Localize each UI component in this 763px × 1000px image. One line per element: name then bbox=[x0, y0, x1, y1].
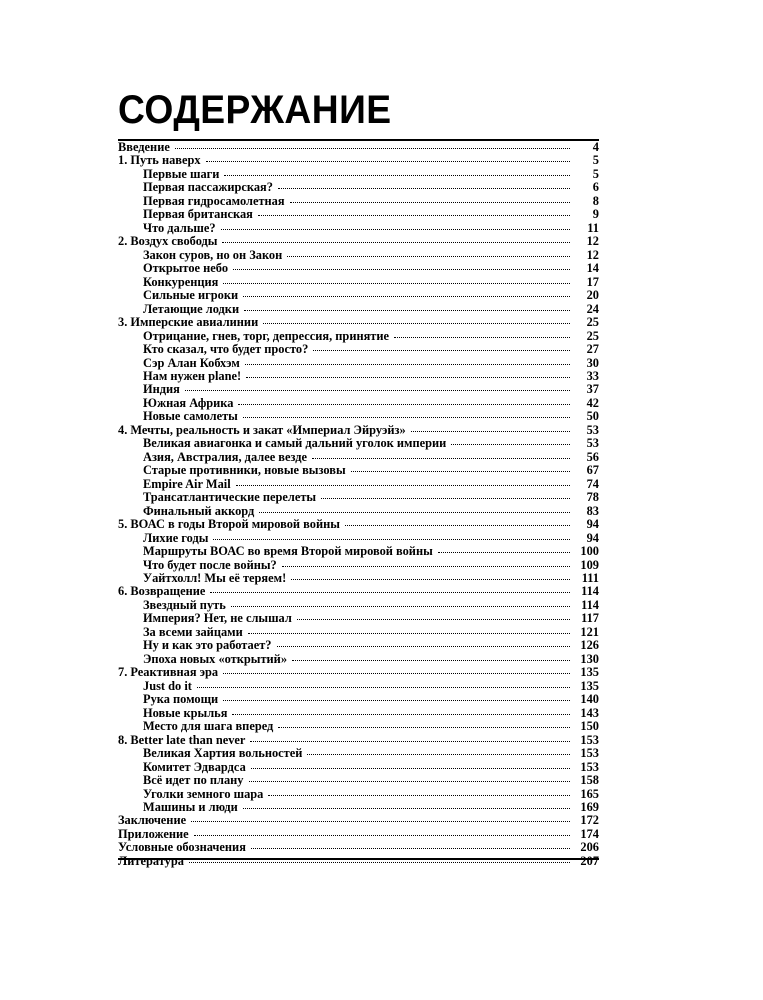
dot-leader bbox=[191, 821, 570, 822]
toc-section-row[interactable] bbox=[118, 680, 599, 693]
toc-entry-title: Приложение bbox=[118, 827, 189, 841]
toc-page-number: 135 bbox=[580, 666, 599, 680]
dot-leader bbox=[223, 673, 570, 674]
toc-section-row[interactable] bbox=[118, 343, 599, 356]
toc-section-row[interactable] bbox=[118, 774, 599, 787]
toc-section-row[interactable] bbox=[118, 559, 599, 572]
dot-leader bbox=[236, 485, 570, 486]
toc-section-row[interactable] bbox=[118, 572, 599, 585]
toc-page-number: 12 bbox=[586, 248, 599, 262]
toc-page-number: 153 bbox=[580, 733, 599, 747]
toc-entry-title: Маршруты ВОАС во время Второй мировой войны bbox=[143, 545, 433, 559]
toc-page-number: 207 bbox=[580, 854, 599, 868]
toc-entry-title: Великая авиагонка и самый дальний уголок империи bbox=[143, 437, 447, 451]
toc-entry-title: 7. Реактивная эра bbox=[118, 666, 219, 680]
toc-entry-title: Летающие лодки bbox=[143, 302, 240, 316]
dot-leader bbox=[244, 310, 570, 311]
dot-leader bbox=[250, 741, 570, 742]
toc-page-number: 126 bbox=[580, 639, 599, 653]
toc-page-number: 11 bbox=[587, 221, 599, 235]
dot-leader bbox=[185, 390, 570, 391]
toc-section-row[interactable] bbox=[118, 370, 599, 383]
toc-section-row[interactable] bbox=[118, 410, 599, 423]
toc-entry-title: Великая Хартия вольностей bbox=[143, 747, 303, 761]
dot-leader bbox=[258, 215, 570, 216]
dot-leader bbox=[282, 566, 570, 567]
toc-entry-title: Закон суров, но он Закон bbox=[143, 248, 283, 262]
dot-leader bbox=[411, 431, 570, 432]
toc-page-number: 83 bbox=[586, 504, 599, 518]
toc-entry-title: Индия bbox=[143, 383, 180, 397]
toc-entry-title: Лихие годы bbox=[143, 531, 209, 545]
dot-leader bbox=[345, 525, 570, 526]
toc-chapter-row[interactable] bbox=[118, 316, 599, 329]
toc-chapter-row[interactable] bbox=[118, 235, 599, 248]
toc-entry-title: Уголки земного шара bbox=[143, 787, 264, 801]
toc-section-row[interactable] bbox=[118, 289, 599, 302]
toc-section-row[interactable] bbox=[118, 761, 599, 774]
table-of-contents bbox=[118, 141, 599, 868]
toc-page-number: 114 bbox=[581, 598, 599, 612]
dot-leader bbox=[232, 714, 570, 715]
toc-page-number: 4 bbox=[592, 141, 599, 154]
toc-section-row[interactable] bbox=[118, 451, 599, 464]
toc-page-number: 27 bbox=[586, 343, 599, 357]
dot-leader bbox=[249, 781, 570, 782]
dot-leader bbox=[222, 242, 570, 243]
dot-leader bbox=[189, 862, 570, 863]
toc-entry-title: Первая пассажирская? bbox=[143, 181, 273, 195]
dot-leader bbox=[278, 727, 570, 728]
toc-page-number: 117 bbox=[581, 612, 599, 626]
toc-entry-title: Конкуренция bbox=[143, 275, 219, 289]
toc-entry-title: Комитет Эдвардса bbox=[143, 760, 246, 774]
page-title: СОДЕРЖАНИЕ bbox=[118, 88, 392, 132]
toc-entry-title: 1. Путь наверх bbox=[118, 154, 201, 168]
dot-leader bbox=[197, 687, 570, 688]
toc-entry-title: Введение bbox=[118, 141, 170, 154]
toc-chapter-row[interactable] bbox=[118, 666, 599, 679]
toc-page-number: 135 bbox=[580, 679, 599, 693]
toc-entry-title: Старые противники, новые вызовы bbox=[143, 464, 346, 478]
toc-page-number: 111 bbox=[581, 572, 599, 585]
toc-section-row[interactable] bbox=[118, 612, 599, 625]
toc-page-number: 130 bbox=[580, 652, 599, 666]
dot-leader bbox=[321, 498, 570, 499]
toc-page-number: 12 bbox=[586, 235, 599, 249]
toc-chapter-row[interactable] bbox=[118, 518, 599, 531]
dot-leader bbox=[313, 350, 570, 351]
toc-entry-title: 6. Возвращение bbox=[118, 585, 206, 599]
toc-section-row[interactable] bbox=[118, 181, 599, 194]
dot-leader bbox=[194, 835, 570, 836]
toc-entry-title: Отрицание, гнев, торг, депрессия, принятие bbox=[143, 329, 390, 343]
dot-leader bbox=[175, 148, 570, 149]
toc-entry-title: За всеми зайцами bbox=[143, 625, 243, 639]
toc-page-number: 53 bbox=[586, 437, 599, 451]
toc-entry-title: Империя? Нет, не слышал bbox=[143, 612, 292, 626]
dot-leader bbox=[206, 161, 570, 162]
toc-section-row[interactable] bbox=[118, 276, 599, 289]
toc-page-number: 30 bbox=[586, 356, 599, 370]
dot-leader bbox=[278, 188, 570, 189]
dot-leader bbox=[277, 646, 571, 647]
toc-section-row[interactable] bbox=[118, 788, 599, 801]
toc-page-number: 5 bbox=[592, 167, 599, 181]
toc-page-number: 67 bbox=[586, 464, 599, 478]
dot-leader bbox=[259, 512, 570, 513]
dot-leader bbox=[290, 202, 570, 203]
toc-page-number: 169 bbox=[580, 800, 599, 814]
toc-entry-title: Всё идет по плану bbox=[143, 774, 244, 788]
dot-leader bbox=[307, 754, 570, 755]
toc-page-number: 94 bbox=[586, 531, 599, 545]
dot-leader bbox=[251, 768, 570, 769]
toc-page-number: 53 bbox=[586, 423, 599, 437]
toc-page-number: 158 bbox=[580, 774, 599, 788]
toc-page-number: 14 bbox=[586, 262, 599, 276]
toc-page-number: 24 bbox=[586, 302, 599, 316]
toc-page-number: 42 bbox=[586, 396, 599, 410]
dot-leader bbox=[351, 471, 570, 472]
toc-section-row[interactable] bbox=[118, 249, 599, 262]
toc-page-number: 5 bbox=[592, 154, 599, 168]
toc-entry-title: Новые крылья bbox=[143, 706, 228, 720]
toc-section-row[interactable] bbox=[118, 693, 599, 706]
toc-section-row[interactable] bbox=[118, 747, 599, 760]
toc-chapter-row[interactable] bbox=[118, 828, 599, 841]
toc-entry-title: 2. Воздух свободы bbox=[118, 235, 218, 249]
toc-entry-title: Нам нужен plane! bbox=[143, 369, 242, 383]
dot-leader bbox=[223, 700, 570, 701]
toc-entry-title: 3. Имперские авиалинии bbox=[118, 316, 259, 330]
toc-entry-title: Литература bbox=[118, 854, 184, 868]
toc-entry-title: 4. Мечты, реальность и закат «Империал Эйруэйз» bbox=[118, 423, 406, 437]
toc-page-number: 56 bbox=[586, 450, 599, 464]
toc-page-number: 153 bbox=[580, 747, 599, 761]
toc-section-row[interactable] bbox=[118, 195, 599, 208]
toc-entry-title: Уайтхолл! Мы её теряем! bbox=[143, 572, 287, 585]
toc-page-number: 74 bbox=[586, 477, 599, 491]
toc-section-row[interactable] bbox=[118, 397, 599, 410]
dot-leader bbox=[233, 269, 570, 270]
dot-leader bbox=[243, 296, 570, 297]
toc-entry-title: Just do it bbox=[143, 679, 192, 693]
toc-page-number: 6 bbox=[592, 181, 599, 195]
toc-chapter-row[interactable] bbox=[118, 154, 599, 167]
toc-entry-title: Новые самолеты bbox=[143, 410, 238, 424]
toc-section-row[interactable] bbox=[118, 653, 599, 666]
toc-section-row[interactable] bbox=[118, 437, 599, 450]
toc-section-row[interactable] bbox=[118, 532, 599, 545]
toc-entry-title: Первая британская bbox=[143, 208, 253, 222]
toc-chapter-row[interactable] bbox=[118, 141, 599, 154]
dot-leader bbox=[438, 552, 570, 553]
toc-page-number: 20 bbox=[586, 289, 599, 303]
toc-page-number: 33 bbox=[586, 369, 599, 383]
dot-leader bbox=[297, 619, 570, 620]
dot-leader bbox=[245, 364, 570, 365]
toc-page-number: 78 bbox=[586, 491, 599, 505]
toc-section-row[interactable] bbox=[118, 491, 599, 504]
dot-leader bbox=[224, 175, 570, 176]
toc-section-row[interactable] bbox=[118, 545, 599, 558]
toc-section-row[interactable] bbox=[118, 330, 599, 343]
toc-section-row[interactable] bbox=[118, 478, 599, 491]
toc-chapter-row[interactable] bbox=[118, 734, 599, 747]
toc-chapter-row[interactable] bbox=[118, 814, 599, 827]
dot-leader bbox=[223, 283, 570, 284]
toc-chapter-row[interactable] bbox=[118, 585, 599, 598]
toc-entry-title: Ну и как это работает? bbox=[143, 639, 272, 653]
dot-leader bbox=[251, 848, 570, 849]
toc-page-number: 25 bbox=[586, 316, 599, 330]
toc-page-number: 143 bbox=[580, 706, 599, 720]
toc-page-number: 37 bbox=[586, 383, 599, 397]
dot-leader bbox=[231, 606, 570, 607]
toc-page-number: 153 bbox=[580, 760, 599, 774]
toc-entry-title: Что дальше? bbox=[143, 221, 216, 235]
toc-entry-title: 5. ВОАС в годы Второй мировой войны bbox=[118, 518, 340, 532]
toc-entry-title: Эпоха новых «открытий» bbox=[143, 652, 288, 666]
toc-page-number: 172 bbox=[580, 814, 599, 828]
toc-section-row[interactable] bbox=[118, 262, 599, 275]
dot-leader bbox=[213, 539, 570, 540]
toc-entry-title: 8. Better late than never bbox=[118, 733, 246, 747]
toc-entry-title: Сильные игроки bbox=[143, 289, 239, 303]
toc-section-row[interactable] bbox=[118, 720, 599, 733]
dot-leader bbox=[292, 660, 570, 661]
toc-section-row[interactable] bbox=[118, 357, 599, 370]
toc-entry-title: Первые шаги bbox=[143, 167, 220, 181]
toc-section-row[interactable] bbox=[118, 707, 599, 720]
toc-entry-title: Звездный путь bbox=[143, 598, 226, 612]
dot-leader bbox=[221, 229, 570, 230]
toc-chapter-row[interactable] bbox=[118, 424, 599, 437]
toc-entry-title: Рука помощи bbox=[143, 693, 219, 707]
dot-leader bbox=[210, 592, 570, 593]
dot-leader bbox=[394, 337, 570, 338]
toc-page-number: 8 bbox=[592, 194, 599, 208]
toc-section-row[interactable] bbox=[118, 639, 599, 652]
toc-section-row[interactable] bbox=[118, 464, 599, 477]
toc-chapter-row[interactable] bbox=[118, 855, 599, 868]
toc-entry-title: Финальный аккорд bbox=[143, 504, 255, 518]
toc-page-number: 50 bbox=[586, 410, 599, 424]
toc-page-number: 150 bbox=[580, 720, 599, 734]
toc-page-number: 9 bbox=[592, 208, 599, 222]
toc-section-row[interactable] bbox=[118, 168, 599, 181]
toc-entry-title: Что будет после войны? bbox=[143, 558, 277, 572]
dot-leader bbox=[248, 633, 570, 634]
toc-page-number: 94 bbox=[586, 518, 599, 532]
toc-entry-title: Empire Air Mail bbox=[143, 477, 231, 491]
dot-leader bbox=[243, 808, 570, 809]
bottom-rule bbox=[118, 858, 599, 860]
toc-page-number: 121 bbox=[580, 625, 599, 639]
toc-entry-title: Трансатлантические перелеты bbox=[143, 491, 317, 505]
dot-leader bbox=[238, 404, 570, 405]
toc-page-number: 17 bbox=[586, 275, 599, 289]
toc-section-row[interactable] bbox=[118, 222, 599, 235]
toc-section-row[interactable] bbox=[118, 383, 599, 396]
dot-leader bbox=[291, 579, 570, 580]
toc-entry-title: Заключение bbox=[118, 814, 187, 828]
toc-entry-title: Сэр Алан Кобхэм bbox=[143, 356, 240, 370]
dot-leader bbox=[451, 444, 570, 445]
dot-leader bbox=[268, 795, 570, 796]
toc-page-number: 206 bbox=[580, 841, 599, 855]
dot-leader bbox=[312, 458, 570, 459]
dot-leader bbox=[263, 323, 570, 324]
toc-section-row[interactable] bbox=[118, 505, 599, 518]
toc-section-row[interactable] bbox=[118, 208, 599, 221]
toc-page-number: 100 bbox=[580, 545, 599, 559]
dot-leader bbox=[287, 256, 570, 257]
dot-leader bbox=[246, 377, 570, 378]
toc-page-number: 174 bbox=[580, 827, 599, 841]
toc-entry-title: Открытое небо bbox=[143, 262, 229, 276]
toc-entry-title: Южная Африка bbox=[143, 396, 234, 410]
toc-entry-title: Место для шага вперед bbox=[143, 720, 274, 734]
toc-entry-title: Кто сказал, что будет просто? bbox=[143, 343, 309, 357]
toc-page-number: 25 bbox=[586, 329, 599, 343]
toc-page-number: 140 bbox=[580, 693, 599, 707]
toc-section-row[interactable] bbox=[118, 801, 599, 814]
toc-section-row[interactable] bbox=[118, 599, 599, 612]
toc-entry-title: Первая гидросамолетная bbox=[143, 194, 285, 208]
toc-section-row[interactable] bbox=[118, 303, 599, 316]
dot-leader bbox=[243, 417, 570, 418]
toc-entry-title: Азия, Австралия, далее везде bbox=[143, 450, 308, 464]
toc-page-number: 165 bbox=[580, 787, 599, 801]
toc-section-row[interactable] bbox=[118, 626, 599, 639]
toc-entry-title: Машины и люди bbox=[143, 800, 238, 814]
toc-chapter-row[interactable] bbox=[118, 841, 599, 854]
toc-page-number: 109 bbox=[580, 558, 599, 572]
toc-page-number: 114 bbox=[581, 585, 599, 599]
toc-entry-title: Условные обозначения bbox=[118, 841, 246, 855]
